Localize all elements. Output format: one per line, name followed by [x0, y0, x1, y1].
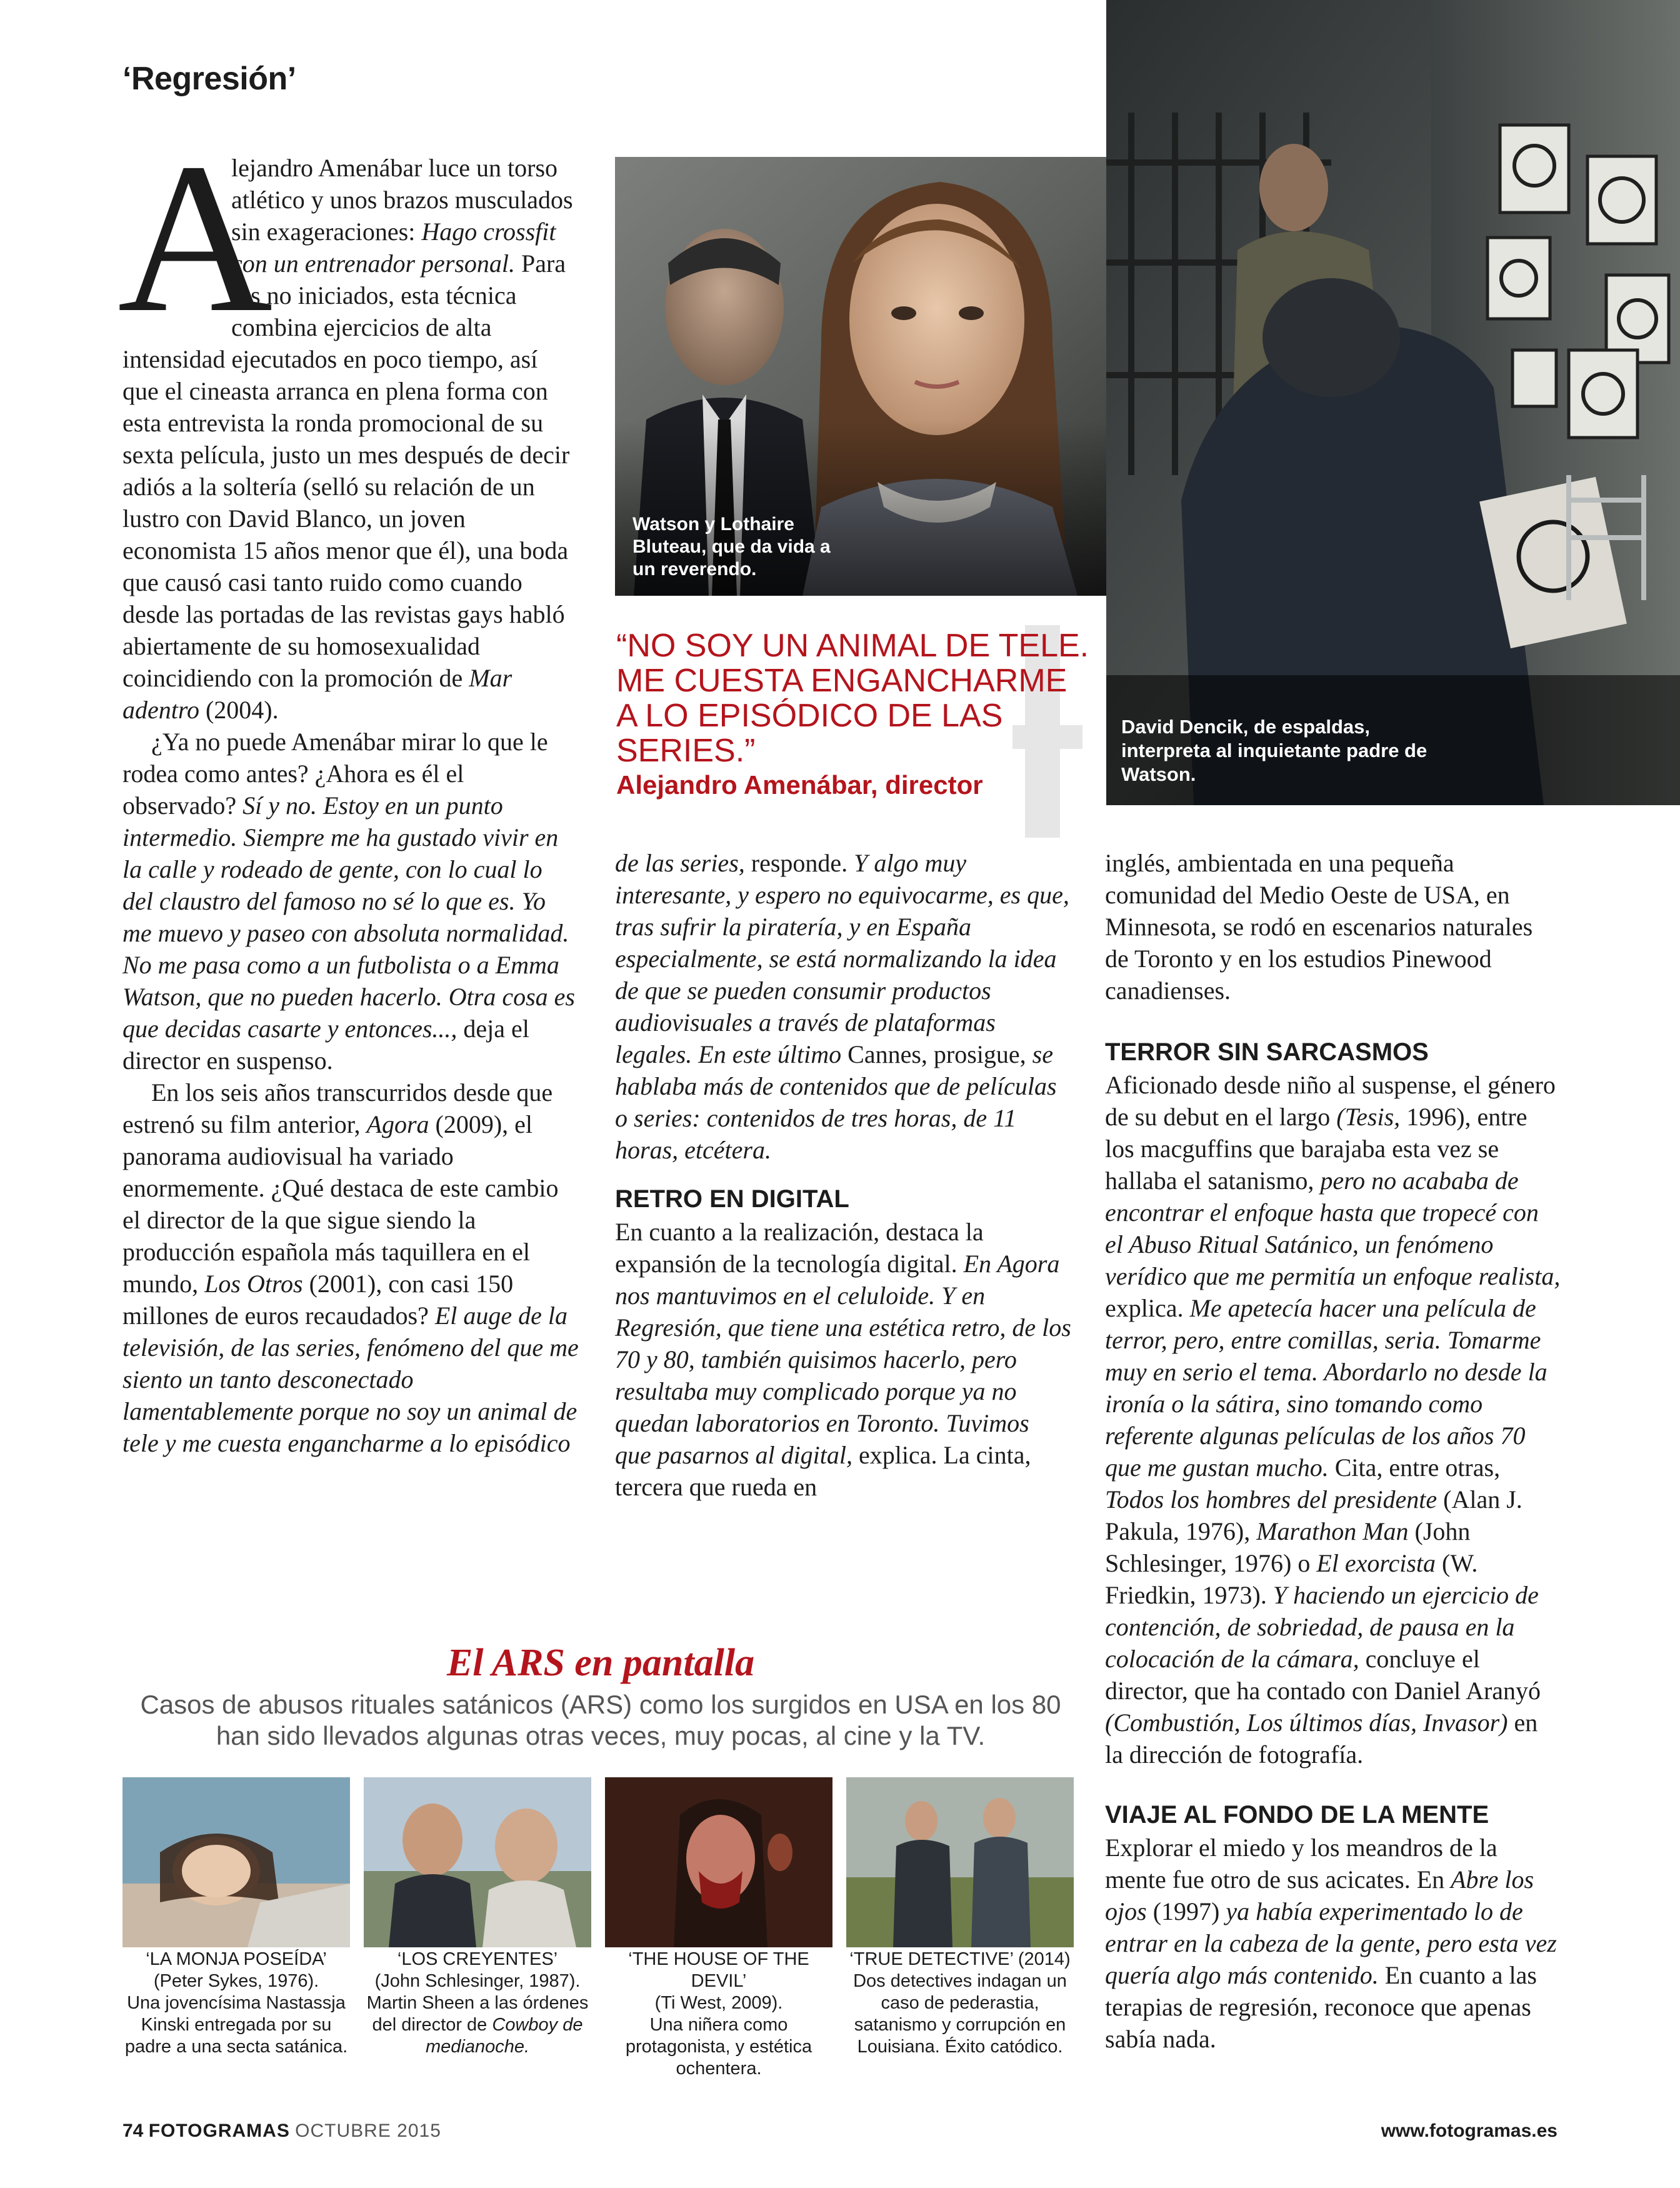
photo-watson-bluteau	[615, 157, 1158, 596]
paragraph: lejandro Amenábar luce un torso atlético y unos brazos musculados sin exageraciones: Hago crossfit con un entrenador personal. Para los no iniciados, esta técnica combina ejercicios de alta intensidad ejecutados en poco tiempo, así que el cineasta arranca en plena forma con esta entrevista la ronda promocional de su sexta película, justo un mes después de decir adiós a la soltería (selló su relación de un lustro con David Blanco, un joven economista 15 años menor que él), una boda que causó casi tanto ruido como cuando desde las portadas de las revistas gays habló abiertamente de su homosexualidad coincidiendo con la promoción de Mar adentro (2004).	[122, 154, 573, 724]
ars-item-description: Una jovencísima Nastassja Kinski entregada por su padre a una secta satánica.	[124, 1993, 348, 2057]
ars-box-title: El ARS en pantalla	[446, 1642, 755, 1684]
paragraph: En cuanto a la realización, destaca la expansión de la tecnología digital. En Agora nos mantuvimos en el celuloide. Y en Regresión, que tiene una estética retro, de los 70 y 80, también quisimos hacerlo, pero resultaba muy complicado porque ya no quedan laboratorios en Toronto. Tuvimos que pasarnos al digital, explica. La cinta, tercera que rueda en	[615, 1218, 1071, 1501]
column-2-text-a	[615, 847, 1071, 1166]
section-title: ‘Regresión’	[122, 61, 296, 97]
ars-item-title: ‘TRUE DETECTIVE’ (2014)	[849, 1949, 1071, 1969]
ars-item-description: Dos detectives indagan un caso de pederastia, satanismo y corrupción en Louisiana. Éxito catódico.	[853, 1971, 1067, 2057]
column-2-text-b	[615, 1216, 1071, 1503]
ars-box-intro: Casos de abusos rituales satánicos (ARS) como los surgidos en USA en los 80 han sido llevados algunas otras veces, muy pocas, al cine y la TV.	[140, 1690, 1061, 1750]
ars-item-title: ‘LOS CREYENTES’	[397, 1949, 558, 1969]
pull-quote-attribution: Alejandro Amenábar, director	[616, 770, 983, 800]
column-3-text-b	[1105, 1069, 1561, 1770]
column-3-text-a	[1105, 847, 1561, 1006]
footer-website: www.fotogramas.es	[1381, 2120, 1558, 2141]
ars-item-detail: (John Schlesinger, 1987).	[374, 1971, 581, 1991]
ars-thumbnails	[122, 1777, 1079, 1947]
article-column-2	[615, 847, 1071, 1503]
ars-item-detail: (Peter Sykes, 1976).	[153, 1971, 319, 1991]
footer-left	[122, 2120, 441, 2142]
paragraph: de las series, responde. Y algo muy interesante, y espero no equivocarme, es que, tras sufrir la piratería, y en España especialmente, se está normalizando la idea de que se pueden consumir productos audiovisuales a través de plataformas legales. En este último Cannes, prosigue, se hablaba más de contenidos que de películas o series: contenidos de tres horas, de 11 horas, etcétera.	[615, 849, 1069, 1164]
photo-dencik-caption: David Dencik, de espaldas, interpreta al inquietante padre de Watson.	[1121, 716, 1428, 785]
paragraph: inglés, ambientada en una pequeña comunidad del Medio Oeste de USA, en Minnesota, se rodó en escenarios naturales de Toronto y en los estudios Pinewood canadienses.	[1105, 849, 1533, 1005]
ars-item-description: Una niñera como protagonista, y estética ochentera.	[625, 2015, 812, 2079]
paragraph: ¿Ya no puede Amenábar mirar lo que le rodea como antes? ¿Ahora es él el observado? Sí y no. Estoy en un punto intermedio. Siempre me ha gustado vivir en la calle y rodeado de gente, con lo cual lo del claustro del famoso no sé lo que es. Yo me muevo y paseo con absoluta normalidad. No me pasa como a un futbolista o a Emma Watson, que no pueden hacerlo. Otra cosa es que decidas casarte y entonces..., deja el director en suspenso.	[122, 728, 575, 1075]
article-column-3	[1105, 847, 1561, 2055]
ars-item-title: ‘LA MONJA POSEÍDA’	[146, 1949, 327, 1969]
pull-quote-text: “NO SOY UN ANIMAL DE TELE. ME CUESTA ENGANCHARME A LO EPISÓDICO DE LAS SERIES.”	[616, 628, 1089, 769]
pull-quote	[616, 628, 1091, 801]
page-number: 74	[122, 2120, 144, 2141]
subhead-terror-sin-sarcasmos: TERROR SIN SARCASMOS	[1105, 1038, 1429, 1066]
thumb-la-monja-poseida	[122, 1777, 350, 1947]
photo-dencik-image	[1106, 0, 1680, 805]
ars-item-the-house-of-the-devil	[605, 1949, 832, 2080]
ars-item-title: ‘THE HOUSE OF THE DEVIL’	[628, 1949, 809, 1991]
thumb-the-house-of-the-devil	[605, 1777, 832, 1947]
column-1-text	[122, 152, 579, 1459]
ars-item-la-monja-poseida	[122, 1949, 350, 2058]
paragraph: En los seis años transcurridos desde que estrenó su film anterior, Agora (2009), el panorama audiovisual ha variado enormemente. ¿Qué destaca de este cambio el director de la que sigue siendo la producción española más taquillera en el mundo, Los Otros (2001), con casi 150 millones de euros recaudados? El auge de la televisión, de las series, fenómeno del que me siento un tanto desconectado lamentablemente porque no soy un animal de tele y me cuesta engancharme a lo episódico	[122, 1078, 579, 1457]
column-3-text-c	[1105, 1832, 1561, 2055]
paragraph: Explorar el miedo y los meandros de la mente fue otro de sus acicates. En Abre los ojos (1997) ya había experimentado lo de entrar en la cabeza de la gente, pero esta vez quería algo más contenido. En cuanto a las terapias de regresión, reconoce que apenas sabía nada.	[1105, 1834, 1557, 2053]
subhead-retro-en-digital: RETRO EN DIGITAL	[615, 1185, 849, 1213]
subhead-viaje-al-fondo: VIAJE AL FONDO DE LA MENTE	[1105, 1801, 1489, 1829]
issue-date: OCTUBRE 2015	[295, 2120, 441, 2141]
ars-item-description: Martin Sheen a las órdenes del director de Cowboy de medianoche.	[366, 1993, 589, 2057]
ars-item-detail: (Ti West, 2009).	[654, 1993, 783, 2013]
paragraph: Aficionado desde niño al suspense, el género de su debut en el largo (Tesis, 1996), entre los macguffins que barajaba esta vez se hallaba el satanismo, pero no acababa de encontrar el enfoque hasta que tropecé con el Abuso Ritual Satánico, un fenómeno verídico que me permitía un enfoque realista, explica. Me apetecía hacer una película de terror, pero, entre comillas, seria. Tomarme muy en serio el tema. Abordarlo no desde la ironía o la sátira, sino tomando como referente algunas películas de los años 70 que me gustan mucho. Cita, entre otras, Todos los hombres del presidente (Alan J. Pakula, 1976), Marathon Man (John Schlesinger, 1976) o El exorcista (W. Friedkin, 1973). Y haciendo un ejercicio de contención, de sobriedad, de pausa en la colocación de la cámara, concluye el director, que ha contado con Daniel Aranyó (Combustión, Los últimos días, Invasor) en la dirección de fotografía.	[1105, 1071, 1561, 1769]
thumb-true-detective	[846, 1777, 1074, 1947]
ars-item-los-creyentes	[364, 1949, 591, 2058]
photo-dencik	[1106, 0, 1680, 805]
ars-box	[122, 1641, 1079, 1752]
photo-watson-caption: Watson y Lothaire Bluteau, que da vida a un reverendo.	[632, 514, 831, 580]
ars-item-true-detective	[846, 1949, 1074, 2058]
ars-item-description-italic: Cowboy de medianoche.	[425, 2015, 583, 2057]
magazine-name: FOTOGRAMAS	[148, 2120, 290, 2141]
article-column-1	[118, 119, 579, 1459]
drop-cap: A	[118, 119, 273, 357]
thumb-los-creyentes	[364, 1777, 591, 1947]
